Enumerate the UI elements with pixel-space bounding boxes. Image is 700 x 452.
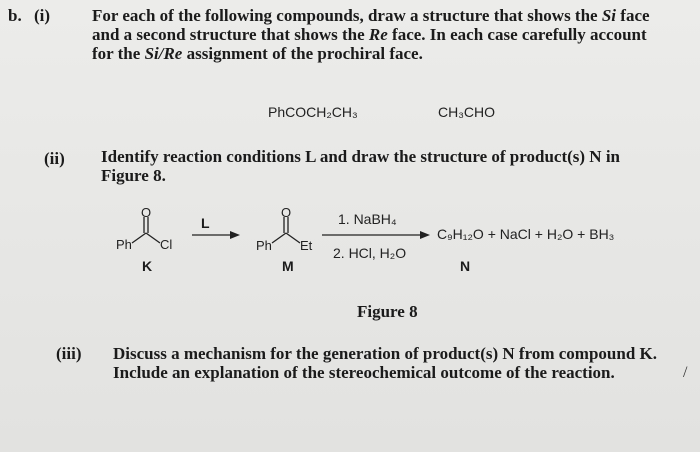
product-n-label: N xyxy=(460,258,471,274)
structure-m-label: M xyxy=(282,258,294,274)
structure-k-phenyl: Ph xyxy=(116,237,132,252)
structure-m-phenyl: Ph xyxy=(256,238,272,253)
margin-mark: / xyxy=(683,364,688,381)
question-i-line3: for the Si/Re assignment of the prochiral face. xyxy=(92,44,423,63)
question-iii-line2: Include an explanation of the stereochemical outcome of the reaction. xyxy=(113,363,615,382)
question-i-line1: For each of the following compounds, draw a structure that shows the Si face xyxy=(92,6,650,25)
compound-acetaldehyde: CH₃CHO xyxy=(438,104,496,120)
question-i-text xyxy=(92,6,650,63)
arrow-l-label: L xyxy=(201,215,210,231)
compound-propiophenone: PhCOCH₂CH₃ xyxy=(268,104,358,120)
structure-k-label: K xyxy=(142,258,153,274)
figure-caption: Figure 8 xyxy=(357,302,418,321)
question-iii-text xyxy=(113,344,657,382)
part-b-label: b. xyxy=(8,6,22,25)
reagent-arrow xyxy=(322,229,432,241)
structure-k-chlorine: Cl xyxy=(160,237,173,252)
reagent-step-2: 2. HCl, H₂O xyxy=(333,245,407,261)
question-ii-text xyxy=(101,147,620,185)
product-equation: C₉H₁₂O + NaCl + H₂O + BH₃ xyxy=(437,226,615,242)
structure-k-oxygen: O xyxy=(141,205,152,220)
question-iii-number: (iii) xyxy=(56,344,82,363)
question-ii-line1: Identify reaction conditions L and draw the structure of product(s) N in xyxy=(101,147,620,166)
question-i-number: (i) xyxy=(34,6,51,25)
question-ii-number: (ii) xyxy=(44,149,65,168)
question-i-line2: and a second structure that shows the Re face. In each case carefully account xyxy=(92,25,647,44)
structure-m-ethyl: Et xyxy=(300,238,313,253)
question-ii-line2: Figure 8. xyxy=(101,166,166,185)
arrow-l xyxy=(192,229,242,241)
reagent-step-1: 1. NaBH₄ xyxy=(338,211,397,227)
structure-m-oxygen: O xyxy=(281,205,292,220)
question-iii-line1: Discuss a mechanism for the generation of product(s) N from compound K. xyxy=(113,344,657,363)
